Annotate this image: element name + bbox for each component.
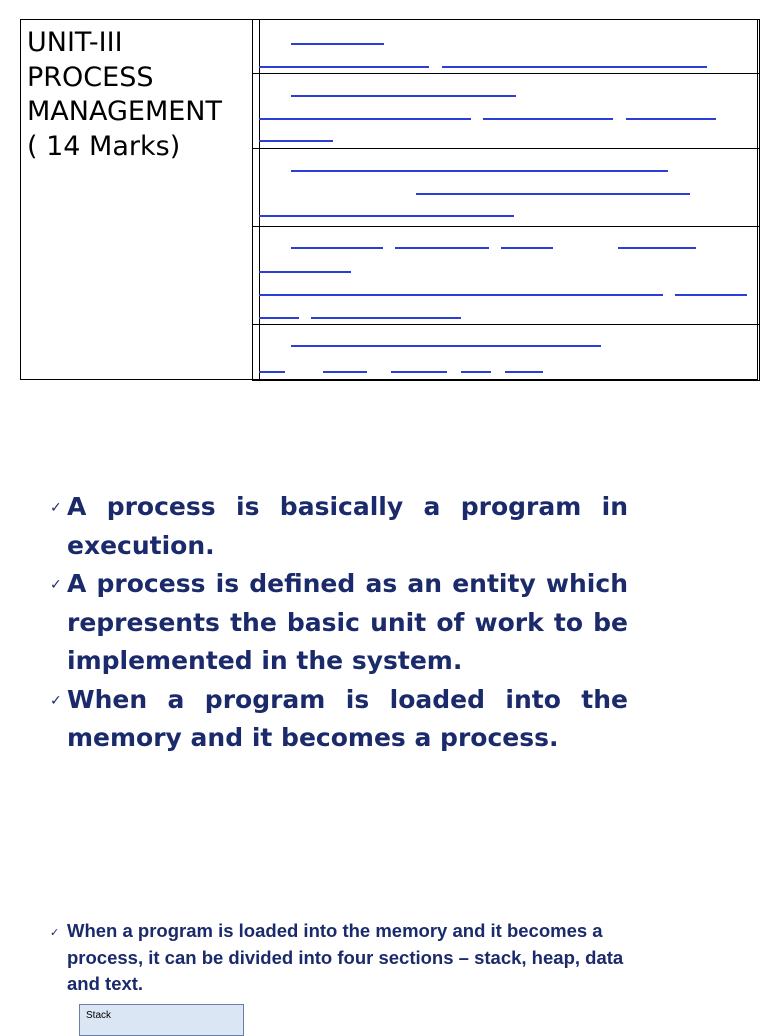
toc-link[interactable]	[291, 247, 383, 249]
toc-link[interactable]	[675, 294, 747, 296]
toc-link[interactable]	[259, 271, 351, 273]
unit-title-cell	[21, 20, 260, 380]
toc-link[interactable]	[291, 345, 601, 347]
toc-row-4	[252, 226, 760, 325]
title-line-unit: UNIT-III	[27, 27, 123, 58]
title-line-process: PROCESS	[27, 61, 154, 93]
toc-link[interactable]	[501, 247, 553, 249]
toc-link[interactable]	[259, 215, 514, 217]
title-line-marks: ( 14 Marks)	[27, 130, 181, 162]
toc-link[interactable]	[259, 118, 471, 120]
checkmark-icon: ✓	[50, 927, 60, 939]
toc-link[interactable]	[291, 95, 516, 97]
toc-link[interactable]	[483, 118, 613, 120]
list-item	[50, 918, 630, 998]
toc-row-2	[252, 73, 760, 149]
toc-row-3	[252, 148, 760, 227]
toc-link[interactable]	[323, 371, 367, 373]
title-line-management: MANAGEMENT	[27, 96, 222, 127]
toc-link[interactable]	[259, 294, 663, 296]
stack-label: Stack	[86, 1010, 112, 1021]
toc-link[interactable]	[291, 170, 668, 172]
list-item-text: When a program is loaded into the memory and it becomes a process.	[67, 684, 628, 752]
toc-row-5	[252, 324, 760, 381]
list-item-text: A process is defined as an entity which represents the basic unit of work to be implemented in the system.	[67, 569, 628, 675]
list-item-text: When a program is loaded into the memory and it becomes a process, it can be divided into four sections – stack, heap, data and text.	[67, 920, 624, 994]
toc-link[interactable]	[311, 317, 461, 319]
toc-link[interactable]	[416, 193, 690, 195]
toc-link[interactable]	[442, 66, 707, 68]
toc-link[interactable]	[461, 371, 491, 373]
list-item	[50, 565, 628, 681]
checkmark-icon: ✓	[50, 692, 62, 709]
toc-link[interactable]	[618, 247, 696, 249]
toc-row-1	[252, 19, 760, 74]
stack-section-diagram	[79, 1004, 244, 1036]
toc-link[interactable]	[291, 43, 384, 45]
list-item	[50, 488, 628, 565]
toc-link[interactable]	[626, 118, 716, 120]
toc-link[interactable]	[259, 371, 285, 373]
toc-link[interactable]	[259, 66, 429, 68]
list-item-text: A process is basically a program in execution.	[67, 492, 628, 560]
toc-link[interactable]	[391, 371, 447, 373]
toc-link[interactable]	[259, 317, 299, 319]
checkmark-icon: ✓	[50, 577, 62, 593]
process-definition-list	[50, 488, 628, 758]
toc-link[interactable]	[395, 247, 489, 249]
toc-link[interactable]	[259, 140, 333, 142]
checkmark-icon: ✓	[50, 500, 62, 516]
toc-link[interactable]	[505, 371, 543, 373]
process-sections-list	[50, 918, 630, 998]
list-item	[50, 681, 628, 758]
